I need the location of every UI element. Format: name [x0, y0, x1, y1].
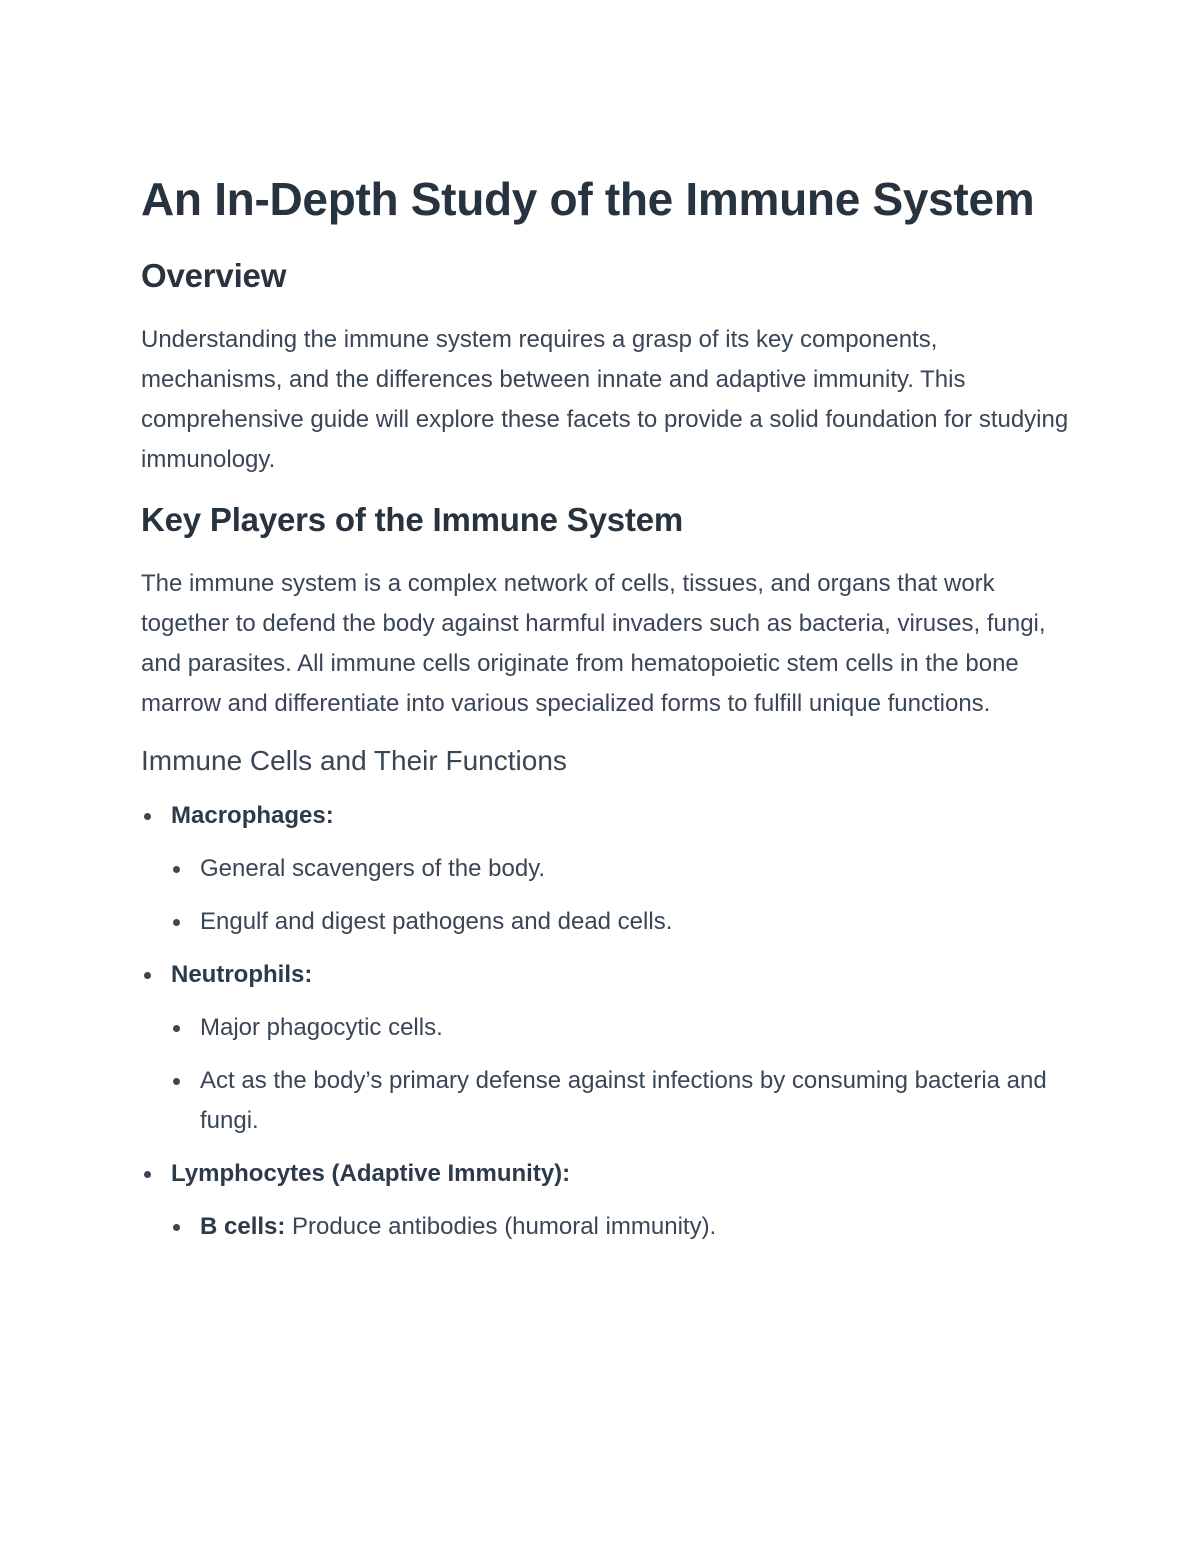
key-players-paragraph: The immune system is a complex network of cells, tissues, and organs that work together to defend the body against harmful invaders such as bacteria, viruses, fungi, and parasites. All immune cells originate from hematopoietic stem cells in the bone marrow and differentiate into various specialized forms to fulfill unique functions.: [141, 570, 1046, 717]
document-title: An In-Depth Study of the Immune System: [141, 173, 1035, 225]
section-heading-overview: Overview: [141, 257, 287, 294]
section-heading-key-players: Key Players of the Immune System: [141, 501, 683, 538]
list-item-lymphocytes: [141, 1154, 1071, 1194]
list-item: Major phagocytic cells.: [141, 1008, 1071, 1048]
list-item-neutrophils: [141, 955, 1071, 995]
overview-paragraph: Understanding the immune system requires a grasp of its key components, mechanisms, and the differences between innate and adaptive immunity. This comprehensive guide will explore these facets to provide a solid foundation for studying immunology.: [141, 326, 1069, 473]
neutrophils-label: Neutrophils:: [171, 961, 313, 988]
list-item-b-cells: [141, 1207, 1071, 1247]
macrophages-label: Macrophages:: [171, 802, 334, 829]
document-page: [141, 168, 1071, 1260]
subsection-heading-immune-cells: Immune Cells and Their Functions: [141, 745, 567, 776]
lymphocytes-label: Lymphocytes (Adaptive Immunity):: [171, 1160, 571, 1187]
list-item: General scavengers of the body.: [141, 849, 1071, 889]
list-item: Act as the body’s primary defense against infections by consuming bacteria and fungi.: [141, 1061, 1071, 1141]
list-item-macrophages: [141, 796, 1071, 836]
immune-cells-list: [141, 796, 1071, 1247]
b-cells-label: B cells:: [200, 1213, 286, 1240]
b-cells-text: Produce antibodies (humoral immunity).: [285, 1213, 717, 1240]
list-item: Engulf and digest pathogens and dead cells.: [141, 902, 1071, 942]
